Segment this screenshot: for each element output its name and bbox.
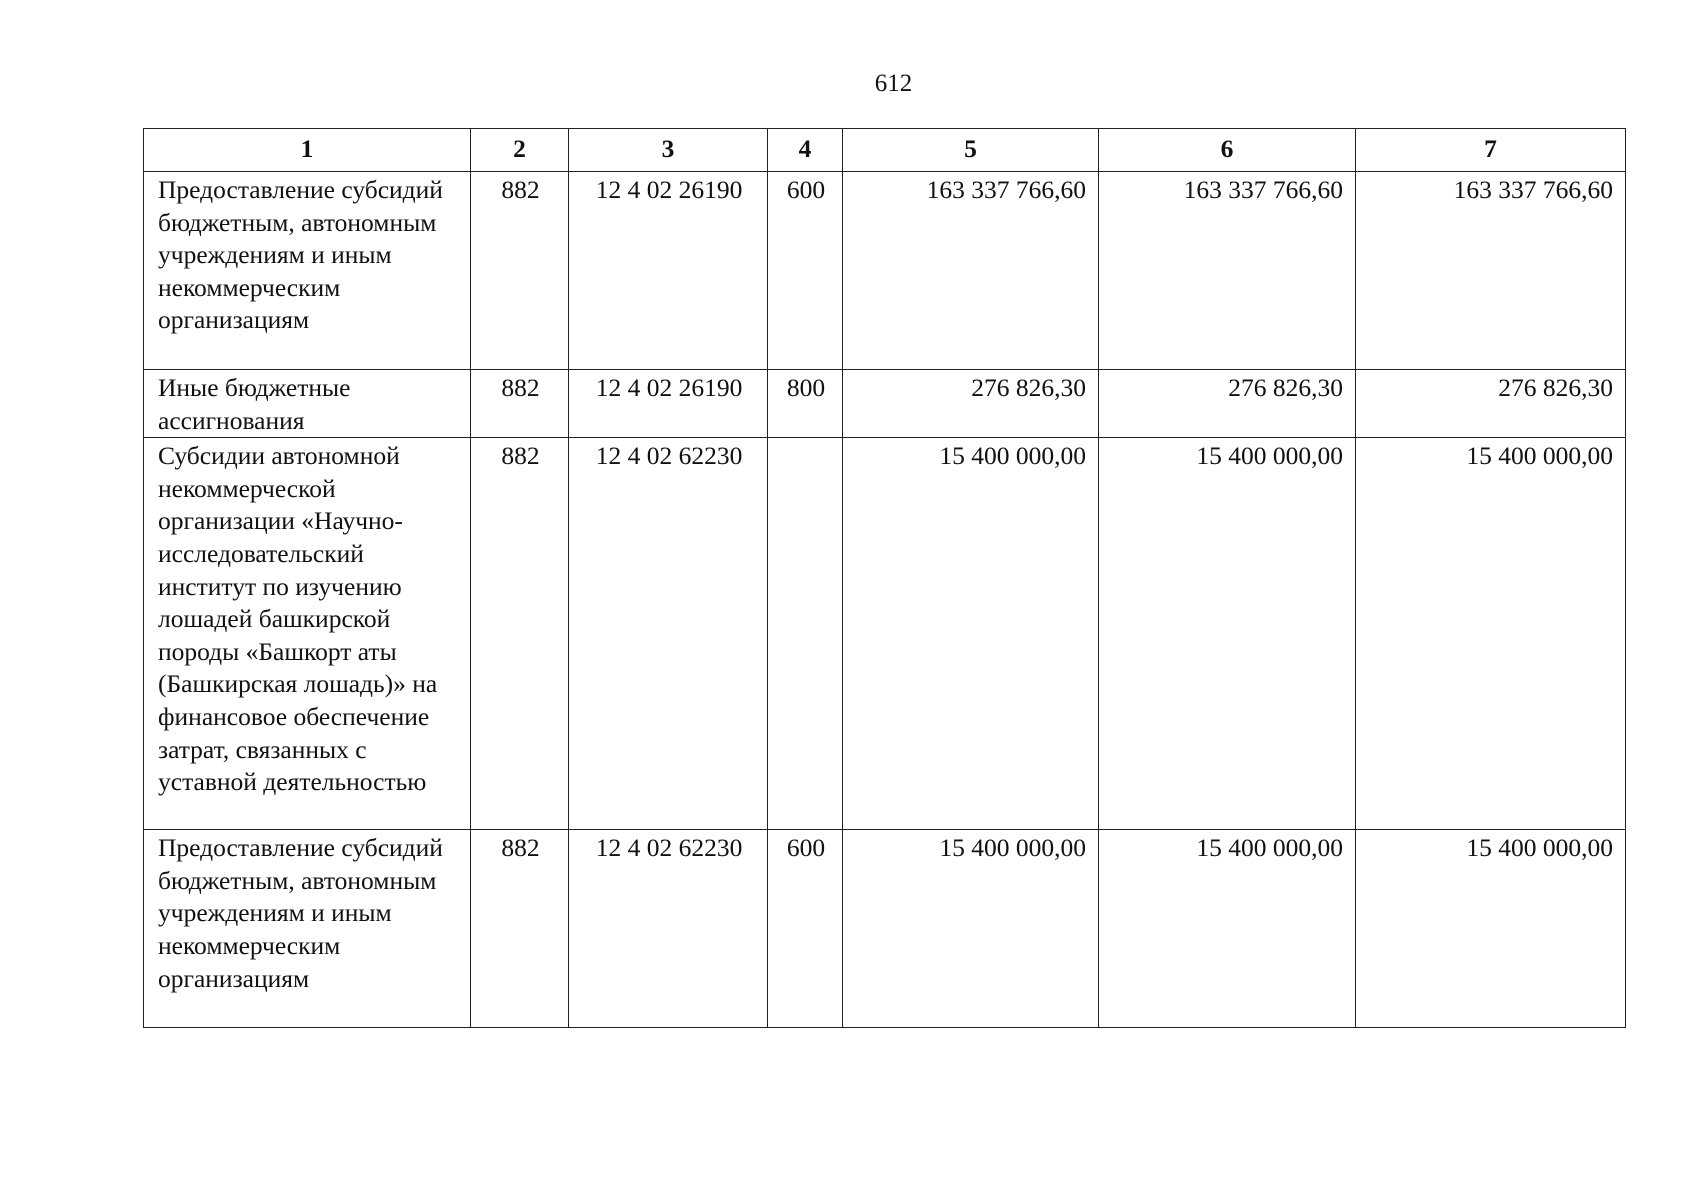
row-value-7: 276 826,30 [1356, 370, 1626, 438]
row-name: Предоставление субсидий бюджетным, автономным учреждениям и иным некоммерческим организациям [144, 830, 471, 1028]
row-value-7: 15 400 000,00 [1356, 830, 1626, 1028]
row-article: 12 4 02 62230 [569, 438, 768, 830]
table-row [144, 438, 1626, 830]
column-header-7: 7 [1356, 129, 1626, 172]
row-value-6: 163 337 766,60 [1099, 172, 1356, 370]
row-value-5: 15 400 000,00 [843, 438, 1099, 830]
column-header-3: 3 [569, 129, 768, 172]
row-value-7: 163 337 766,60 [1356, 172, 1626, 370]
column-header-6: 6 [1099, 129, 1356, 172]
row-code: 882 [471, 438, 569, 830]
row-value-7: 15 400 000,00 [1356, 438, 1626, 830]
row-value-5: 15 400 000,00 [843, 830, 1099, 1028]
row-code: 882 [471, 830, 569, 1028]
row-name: Иные бюджетные ассигнования [144, 370, 471, 438]
row-type [768, 438, 843, 830]
row-article: 12 4 02 62230 [569, 830, 768, 1028]
row-value-5: 276 826,30 [843, 370, 1099, 438]
row-name: Предоставление субсидий бюджетным, автономным учреждениям и иным некоммерческим организациям [144, 172, 471, 370]
row-value-6: 276 826,30 [1099, 370, 1356, 438]
row-value-6: 15 400 000,00 [1099, 438, 1356, 830]
row-type: 600 [768, 172, 843, 370]
budget-table [143, 128, 1626, 1028]
row-type: 800 [768, 370, 843, 438]
table-row [144, 172, 1626, 370]
row-name: Субсидии автономной некоммерческой организации «Научно-исследовательский институт по изучению лошадей башкирской породы «Башкорт аты (Башкирская лошадь)» на финансовое обеспечение затрат, связанных с уставной деятельностью [144, 438, 471, 830]
row-code: 882 [471, 172, 569, 370]
row-type: 600 [768, 830, 843, 1028]
column-header-5: 5 [843, 129, 1099, 172]
column-header-2: 2 [471, 129, 569, 172]
row-value-5: 163 337 766,60 [843, 172, 1099, 370]
row-article: 12 4 02 26190 [569, 370, 768, 438]
header-row [144, 129, 1626, 172]
table-row [144, 830, 1626, 1028]
column-header-4: 4 [768, 129, 843, 172]
row-value-6: 15 400 000,00 [1099, 830, 1356, 1028]
table-row [144, 370, 1626, 438]
page-number: 612 [874, 70, 913, 97]
row-code: 882 [471, 370, 569, 438]
column-header-1: 1 [144, 129, 471, 172]
row-article: 12 4 02 26190 [569, 172, 768, 370]
